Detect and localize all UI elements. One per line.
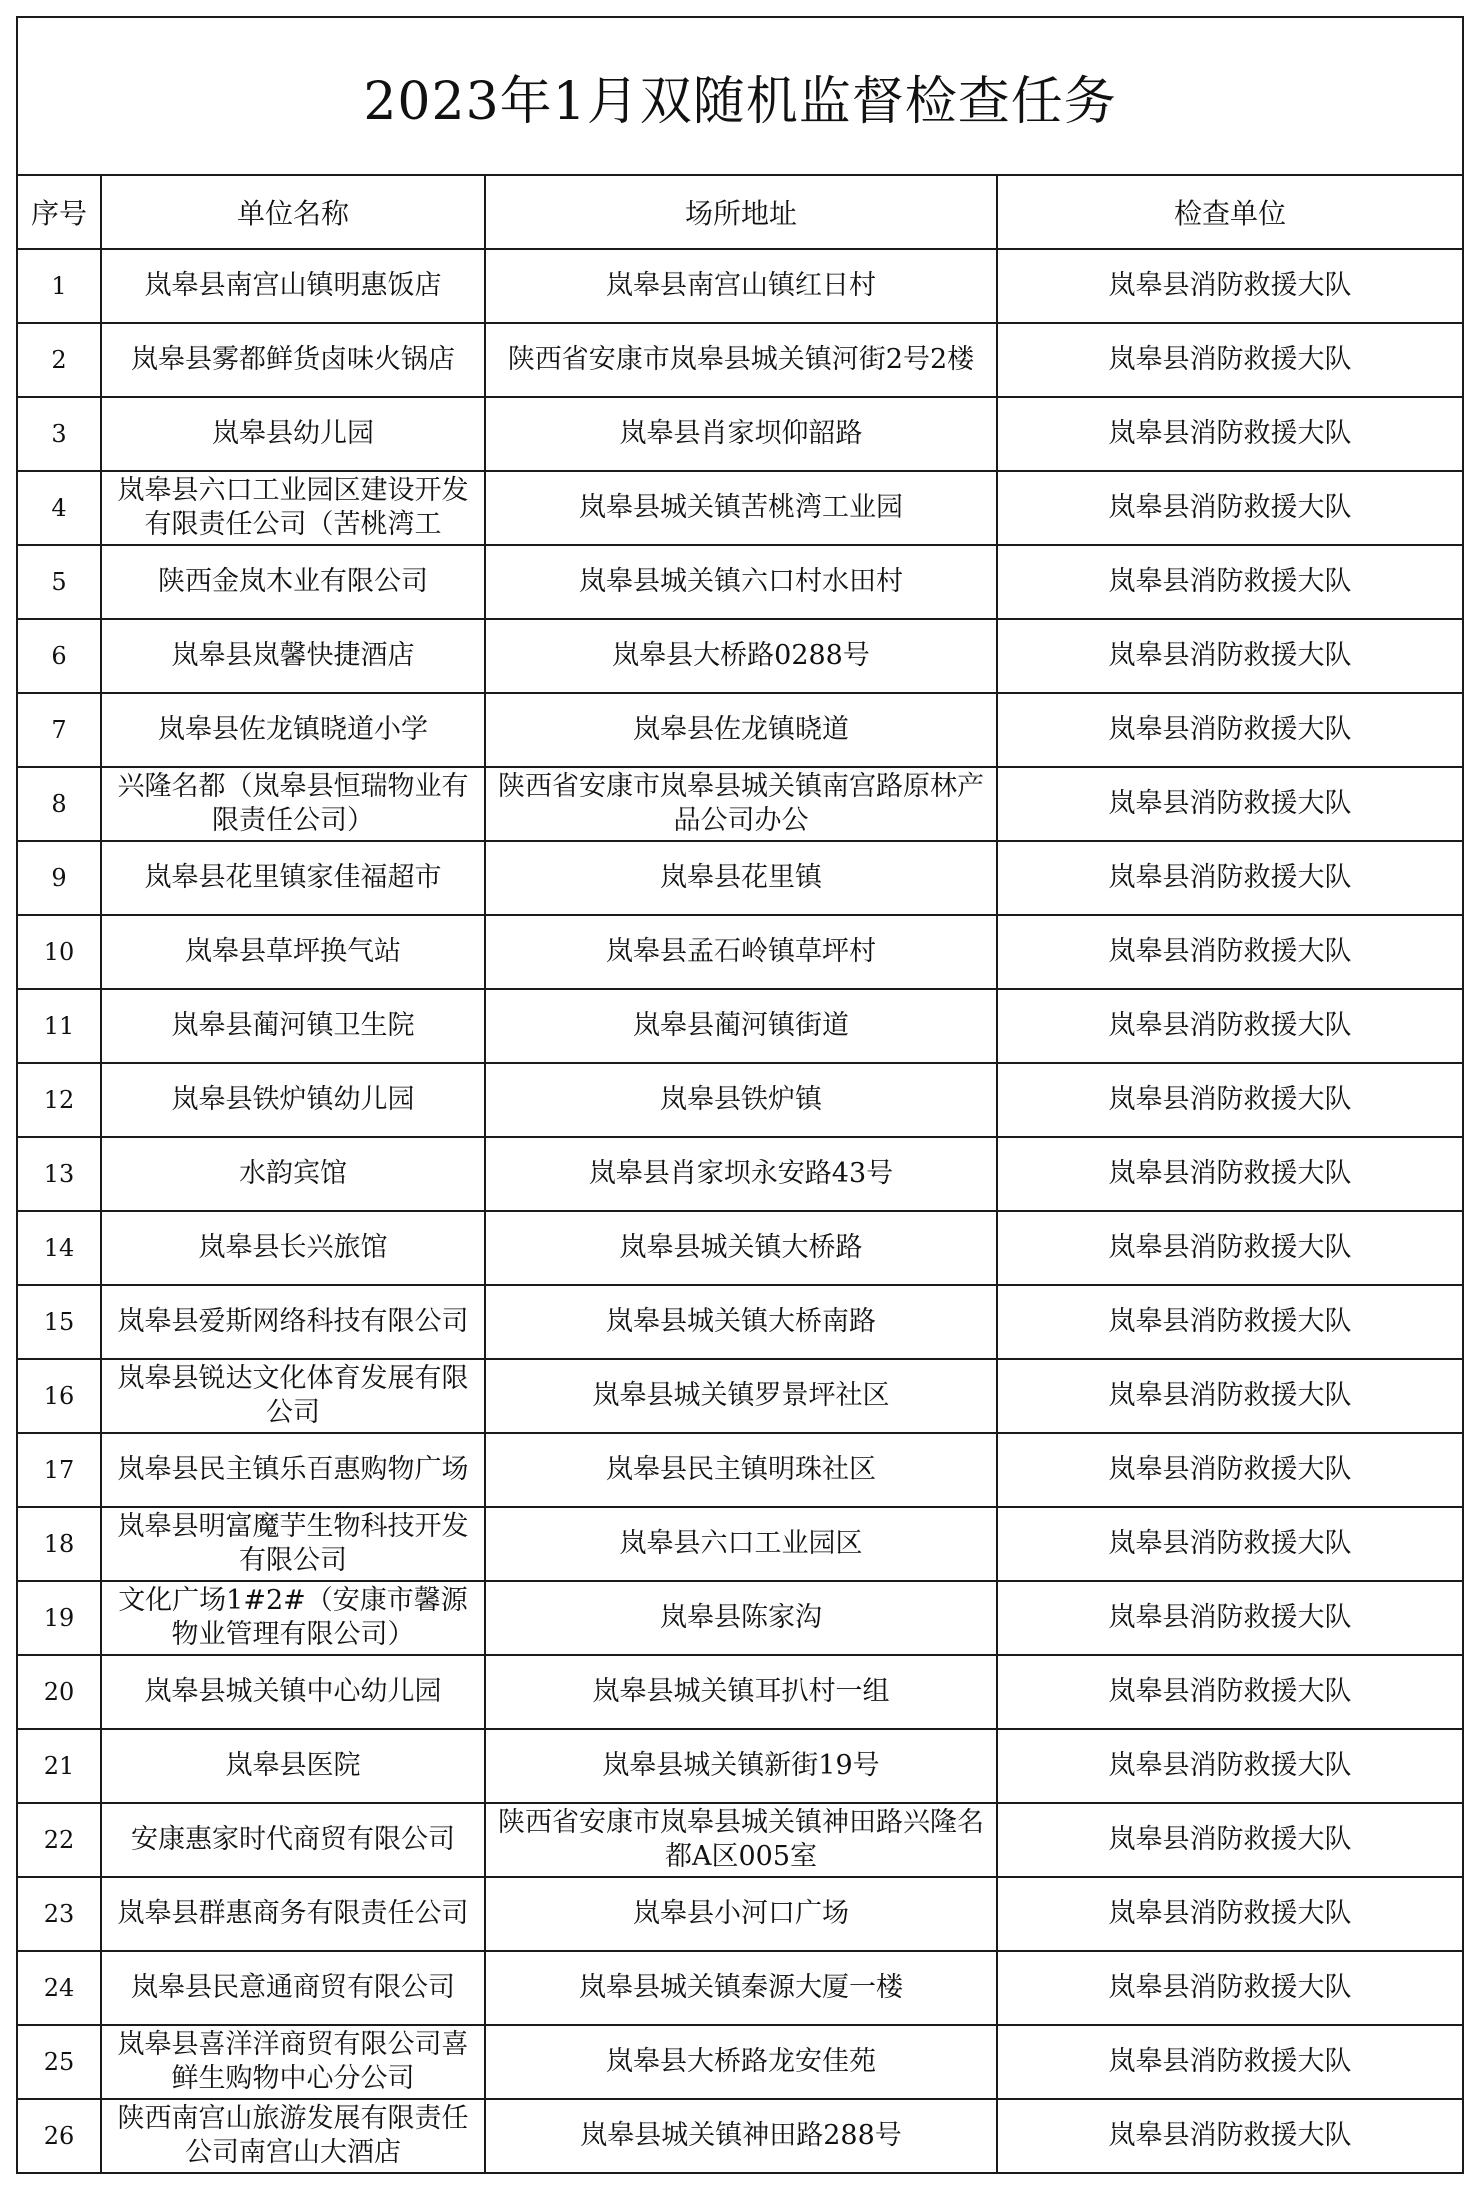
table-row [17, 1951, 1463, 2025]
site-address: 岚皋县民主镇明珠社区 [606, 1454, 876, 1485]
row-number-cell [17, 249, 101, 323]
table-row [17, 2099, 1463, 2173]
row-number-cell [17, 471, 101, 545]
row-number-cell [17, 767, 101, 841]
site-address-cell [485, 1063, 997, 1137]
table-row [17, 1211, 1463, 1285]
inspection-unit: 岚皋县消防救援大队 [1108, 344, 1352, 375]
unit-name: 岚皋县幼儿园 [212, 418, 374, 449]
site-address: 岚皋县城关镇秦源大厦一楼 [579, 1972, 903, 2003]
inspection-unit: 岚皋县消防救援大队 [1108, 2120, 1352, 2151]
inspection-unit: 岚皋县消防救援大队 [1108, 2046, 1352, 2077]
unit-name: 岚皋县草坪换气站 [185, 936, 401, 967]
site-address-cell [485, 1137, 997, 1211]
site-address-cell [485, 1211, 997, 1285]
row-number: 26 [43, 2122, 75, 2150]
row-number-cell [17, 915, 101, 989]
unit-name-cell [101, 1137, 485, 1211]
inspection-unit-cell [997, 2099, 1463, 2173]
row-number-cell [17, 1507, 101, 1581]
table-row [17, 1285, 1463, 1359]
inspection-unit: 岚皋县消防救援大队 [1108, 1084, 1352, 1115]
row-number-cell [17, 2099, 101, 2173]
unit-name-cell [101, 915, 485, 989]
row-number: 20 [43, 1678, 75, 1706]
unit-name: 岚皋县城关镇中心幼儿园 [144, 1676, 442, 1707]
site-address-cell [485, 1359, 997, 1433]
site-address-cell [485, 693, 997, 767]
unit-name: 岚皋县群惠商务有限责任公司 [117, 1898, 469, 1929]
site-address: 岚皋县城关镇大桥南路 [606, 1306, 876, 1337]
row-number-cell [17, 1655, 101, 1729]
inspection-unit-cell [997, 767, 1463, 841]
site-address-cell [485, 471, 997, 545]
table-row [17, 2025, 1463, 2099]
site-address-cell [485, 767, 997, 841]
table-row [17, 1359, 1463, 1433]
unit-name-cell [101, 1063, 485, 1137]
unit-name: 岚皋县爱斯网络科技有限公司 [117, 1306, 469, 1337]
inspection-unit-cell [997, 1359, 1463, 1433]
row-number: 11 [43, 1012, 75, 1040]
inspection-unit: 岚皋县消防救援大队 [1108, 1898, 1352, 1929]
row-number-cell [17, 693, 101, 767]
site-address-cell [485, 1433, 997, 1507]
unit-name: 岚皋县喜洋洋商贸有限公司喜鲜生购物中心分公司 [117, 2029, 469, 2094]
row-number: 2 [51, 346, 67, 374]
unit-name: 陕西金岚木业有限公司 [158, 566, 428, 597]
table-row [17, 1877, 1463, 1951]
row-number-cell [17, 1951, 101, 2025]
site-address: 岚皋县城关镇罗景坪社区 [592, 1380, 890, 1411]
unit-name: 陕西南宫山旅游发展有限责任公司南宫山大酒店 [117, 2103, 469, 2168]
row-number-cell [17, 619, 101, 693]
inspection-unit: 岚皋县消防救援大队 [1108, 1676, 1352, 1707]
unit-name-cell [101, 619, 485, 693]
header-name: 单位名称 [101, 175, 485, 249]
inspection-unit: 岚皋县消防救援大队 [1108, 1010, 1352, 1041]
site-address-cell [485, 323, 997, 397]
table-row [17, 545, 1463, 619]
table-row [17, 767, 1463, 841]
site-address: 陕西省安康市岚皋县城关镇神田路兴隆名都A区005室 [498, 1807, 984, 1872]
inspection-unit: 岚皋县消防救援大队 [1108, 1528, 1352, 1559]
site-address-cell [485, 1285, 997, 1359]
site-address: 岚皋县肖家坝永安路43号 [588, 1158, 894, 1189]
site-address: 岚皋县花里镇 [660, 862, 822, 893]
unit-name: 岚皋县明富魔芋生物科技开发有限公司 [117, 1511, 469, 1576]
row-number: 18 [43, 1530, 75, 1558]
unit-name-cell [101, 2099, 485, 2173]
site-address-cell [485, 1507, 997, 1581]
site-address: 岚皋县城关镇苦桃湾工业园 [579, 492, 903, 523]
unit-name-cell [101, 1729, 485, 1803]
inspection-unit-cell [997, 989, 1463, 1063]
unit-name-cell [101, 1803, 485, 1877]
site-address: 岚皋县城关镇大桥路 [619, 1232, 863, 1263]
site-address: 岚皋县城关镇六口村水田村 [579, 566, 903, 597]
unit-name-cell [101, 1433, 485, 1507]
inspection-unit: 岚皋县消防救援大队 [1108, 270, 1352, 301]
inspection-unit: 岚皋县消防救援大队 [1108, 1454, 1352, 1485]
site-address: 岚皋县大桥路龙安佳苑 [606, 2046, 876, 2077]
row-number: 23 [43, 1900, 75, 1928]
site-address: 岚皋县肖家坝仰韶路 [619, 418, 863, 449]
row-number: 25 [43, 2048, 75, 2076]
row-number-cell [17, 1137, 101, 1211]
unit-name: 安康惠家时代商贸有限公司 [131, 1824, 455, 1855]
unit-name-cell [101, 1507, 485, 1581]
table-row [17, 619, 1463, 693]
site-address: 岚皋县孟石岭镇草坪村 [606, 936, 876, 967]
unit-name-cell [101, 249, 485, 323]
inspection-unit-cell [997, 397, 1463, 471]
unit-name: 岚皋县六口工业园区建设开发有限责任公司（苦桃湾工 [117, 475, 469, 540]
table-row [17, 693, 1463, 767]
table-row [17, 249, 1463, 323]
row-number: 16 [43, 1382, 75, 1410]
unit-name-cell [101, 471, 485, 545]
inspection-unit: 岚皋县消防救援大队 [1108, 640, 1352, 671]
site-address: 岚皋县蔺河镇街道 [633, 1010, 849, 1041]
site-address: 岚皋县佐龙镇晓道 [633, 714, 849, 745]
unit-name-cell [101, 1285, 485, 1359]
inspection-unit: 岚皋县消防救援大队 [1108, 1972, 1352, 2003]
unit-name-cell [101, 767, 485, 841]
unit-name-cell [101, 545, 485, 619]
row-number: 9 [51, 864, 67, 892]
site-address: 岚皋县城关镇神田路288号 [580, 2120, 902, 2151]
row-number-cell [17, 1359, 101, 1433]
site-address-cell [485, 1655, 997, 1729]
table-row [17, 1063, 1463, 1137]
unit-name-cell [101, 323, 485, 397]
inspection-unit: 岚皋县消防救援大队 [1108, 714, 1352, 745]
inspection-unit-cell [997, 471, 1463, 545]
row-number-cell [17, 1433, 101, 1507]
unit-name-cell [101, 693, 485, 767]
site-address-cell [485, 1581, 997, 1655]
page-title: 2023年1月双随机监督检查任务 [17, 17, 1463, 175]
row-number-cell [17, 545, 101, 619]
site-address-cell [485, 1729, 997, 1803]
site-address-cell [485, 1951, 997, 2025]
row-number: 15 [43, 1308, 75, 1336]
site-address: 岚皋县陈家沟 [660, 1602, 822, 1633]
inspection-unit-cell [997, 1211, 1463, 1285]
unit-name: 岚皋县蔺河镇卫生院 [171, 1010, 415, 1041]
inspection-unit-cell [997, 1951, 1463, 2025]
table-row [17, 989, 1463, 1063]
row-number-cell [17, 1803, 101, 1877]
site-address-cell [485, 915, 997, 989]
unit-name-cell [101, 1359, 485, 1433]
table-row [17, 1729, 1463, 1803]
table-row [17, 1655, 1463, 1729]
row-number-cell [17, 841, 101, 915]
unit-name-cell [101, 1877, 485, 1951]
site-address-cell [485, 1877, 997, 1951]
row-number: 14 [43, 1234, 75, 1262]
inspection-unit-cell [997, 545, 1463, 619]
unit-name: 岚皋县医院 [225, 1750, 361, 1781]
inspection-unit-cell [997, 1581, 1463, 1655]
site-address: 岚皋县城关镇新街19号 [602, 1750, 880, 1781]
inspection-unit: 岚皋县消防救援大队 [1108, 1602, 1352, 1633]
row-number-cell [17, 1877, 101, 1951]
unit-name: 岚皋县锐达文化体育发展有限公司 [117, 1363, 469, 1428]
table-row [17, 1137, 1463, 1211]
unit-name-cell [101, 1211, 485, 1285]
inspection-unit-cell [997, 1507, 1463, 1581]
inspection-unit: 岚皋县消防救援大队 [1108, 418, 1352, 449]
inspection-unit-cell [997, 1877, 1463, 1951]
site-address-cell [485, 249, 997, 323]
inspection-unit-cell [997, 915, 1463, 989]
inspection-unit-cell [997, 323, 1463, 397]
inspection-unit: 岚皋县消防救援大队 [1108, 788, 1352, 819]
inspection-unit: 岚皋县消防救援大队 [1108, 936, 1352, 967]
row-number: 1 [51, 272, 67, 300]
site-address: 岚皋县六口工业园区 [619, 1528, 863, 1559]
table-row [17, 841, 1463, 915]
inspection-unit-cell [997, 841, 1463, 915]
header-inspector: 检查单位 [997, 175, 1463, 249]
unit-name: 岚皋县南宫山镇明惠饭店 [144, 270, 442, 301]
inspection-unit: 岚皋县消防救援大队 [1108, 1750, 1352, 1781]
inspection-unit: 岚皋县消防救援大队 [1108, 1380, 1352, 1411]
table-row [17, 323, 1463, 397]
site-address-cell [485, 2025, 997, 2099]
row-number-cell [17, 1285, 101, 1359]
site-address-cell [485, 397, 997, 471]
inspection-unit-cell [997, 2025, 1463, 2099]
site-address-cell [485, 619, 997, 693]
table-row [17, 397, 1463, 471]
row-number-cell [17, 1211, 101, 1285]
unit-name: 兴隆名都（岚皋县恒瑞物业有限责任公司） [117, 771, 469, 836]
row-number-cell [17, 1581, 101, 1655]
inspection-unit: 岚皋县消防救援大队 [1108, 566, 1352, 597]
site-address-cell [485, 545, 997, 619]
unit-name: 岚皋县长兴旅馆 [198, 1232, 388, 1263]
header-row [17, 175, 1463, 249]
unit-name: 岚皋县民意通商贸有限公司 [131, 1972, 455, 2003]
inspection-unit-cell [997, 693, 1463, 767]
unit-name-cell [101, 2025, 485, 2099]
row-number-cell [17, 1063, 101, 1137]
row-number: 3 [51, 420, 67, 448]
inspection-unit-cell [997, 1137, 1463, 1211]
site-address: 陕西省安康市岚皋县城关镇河街2号2楼 [507, 344, 975, 375]
inspection-unit-cell [997, 1729, 1463, 1803]
table-row [17, 1433, 1463, 1507]
table-row [17, 915, 1463, 989]
site-address: 岚皋县南宫山镇红日村 [606, 270, 876, 301]
inspection-unit-cell [997, 1655, 1463, 1729]
unit-name-cell [101, 397, 485, 471]
table-row [17, 1507, 1463, 1581]
unit-name-cell [101, 989, 485, 1063]
unit-name-cell [101, 1951, 485, 2025]
row-number: 21 [43, 1752, 75, 1780]
row-number-cell [17, 1729, 101, 1803]
header-address: 场所地址 [485, 175, 997, 249]
unit-name: 水韵宾馆 [239, 1158, 347, 1189]
row-number: 6 [51, 642, 67, 670]
row-number: 22 [43, 1826, 75, 1854]
site-address: 岚皋县铁炉镇 [660, 1084, 822, 1115]
row-number: 10 [43, 938, 75, 966]
site-address-cell [485, 989, 997, 1063]
unit-name: 岚皋县岚馨快捷酒店 [171, 640, 415, 671]
site-address-cell [485, 2099, 997, 2173]
row-number: 24 [43, 1974, 75, 2002]
table-row [17, 1581, 1463, 1655]
inspection-unit: 岚皋县消防救援大队 [1108, 492, 1352, 523]
row-number-cell [17, 397, 101, 471]
site-address: 岚皋县城关镇耳扒村一组 [592, 1676, 890, 1707]
site-address: 岚皋县大桥路0288号 [612, 640, 870, 671]
unit-name-cell [101, 841, 485, 915]
inspection-unit-cell [997, 619, 1463, 693]
row-number: 4 [51, 494, 67, 522]
unit-name: 文化广场1#2#（安康市馨源物业管理有限公司） [118, 1585, 468, 1650]
row-number: 12 [43, 1086, 75, 1114]
unit-name: 岚皋县花里镇家佳福超市 [144, 862, 442, 893]
inspection-unit: 岚皋县消防救援大队 [1108, 1306, 1352, 1337]
table-row [17, 1803, 1463, 1877]
inspection-unit: 岚皋县消防救援大队 [1108, 1824, 1352, 1855]
row-number: 19 [43, 1604, 75, 1632]
table-row [17, 471, 1463, 545]
row-number: 13 [43, 1160, 75, 1188]
unit-name: 岚皋县佐龙镇晓道小学 [158, 714, 428, 745]
header-no: 序号 [17, 175, 101, 249]
site-address: 岚皋县小河口广场 [633, 1898, 849, 1929]
site-address-cell [485, 1803, 997, 1877]
inspection-unit: 岚皋县消防救援大队 [1108, 1158, 1352, 1189]
inspection-unit-cell [997, 249, 1463, 323]
unit-name-cell [101, 1655, 485, 1729]
row-number-cell [17, 323, 101, 397]
task-table [16, 16, 1464, 2174]
inspection-unit: 岚皋县消防救援大队 [1108, 862, 1352, 893]
unit-name: 岚皋县铁炉镇幼儿园 [171, 1084, 415, 1115]
row-number-cell [17, 2025, 101, 2099]
site-address: 陕西省安康市岚皋县城关镇南宫路原林产品公司办公 [498, 771, 984, 836]
row-number-cell [17, 989, 101, 1063]
row-number: 17 [43, 1456, 75, 1484]
row-number: 7 [51, 716, 67, 744]
table-body [17, 17, 1463, 2173]
unit-name: 岚皋县雾都鲜货卤味火锅店 [131, 344, 455, 375]
unit-name: 岚皋县民主镇乐百惠购物广场 [117, 1454, 469, 1485]
row-number: 8 [51, 790, 67, 818]
row-number: 5 [51, 568, 67, 596]
unit-name-cell [101, 1581, 485, 1655]
inspection-unit-cell [997, 1063, 1463, 1137]
inspection-unit-cell [997, 1433, 1463, 1507]
site-address-cell [485, 841, 997, 915]
title-row [17, 17, 1463, 175]
inspection-unit: 岚皋县消防救援大队 [1108, 1232, 1352, 1263]
inspection-unit-cell [997, 1803, 1463, 1877]
inspection-unit-cell [997, 1285, 1463, 1359]
